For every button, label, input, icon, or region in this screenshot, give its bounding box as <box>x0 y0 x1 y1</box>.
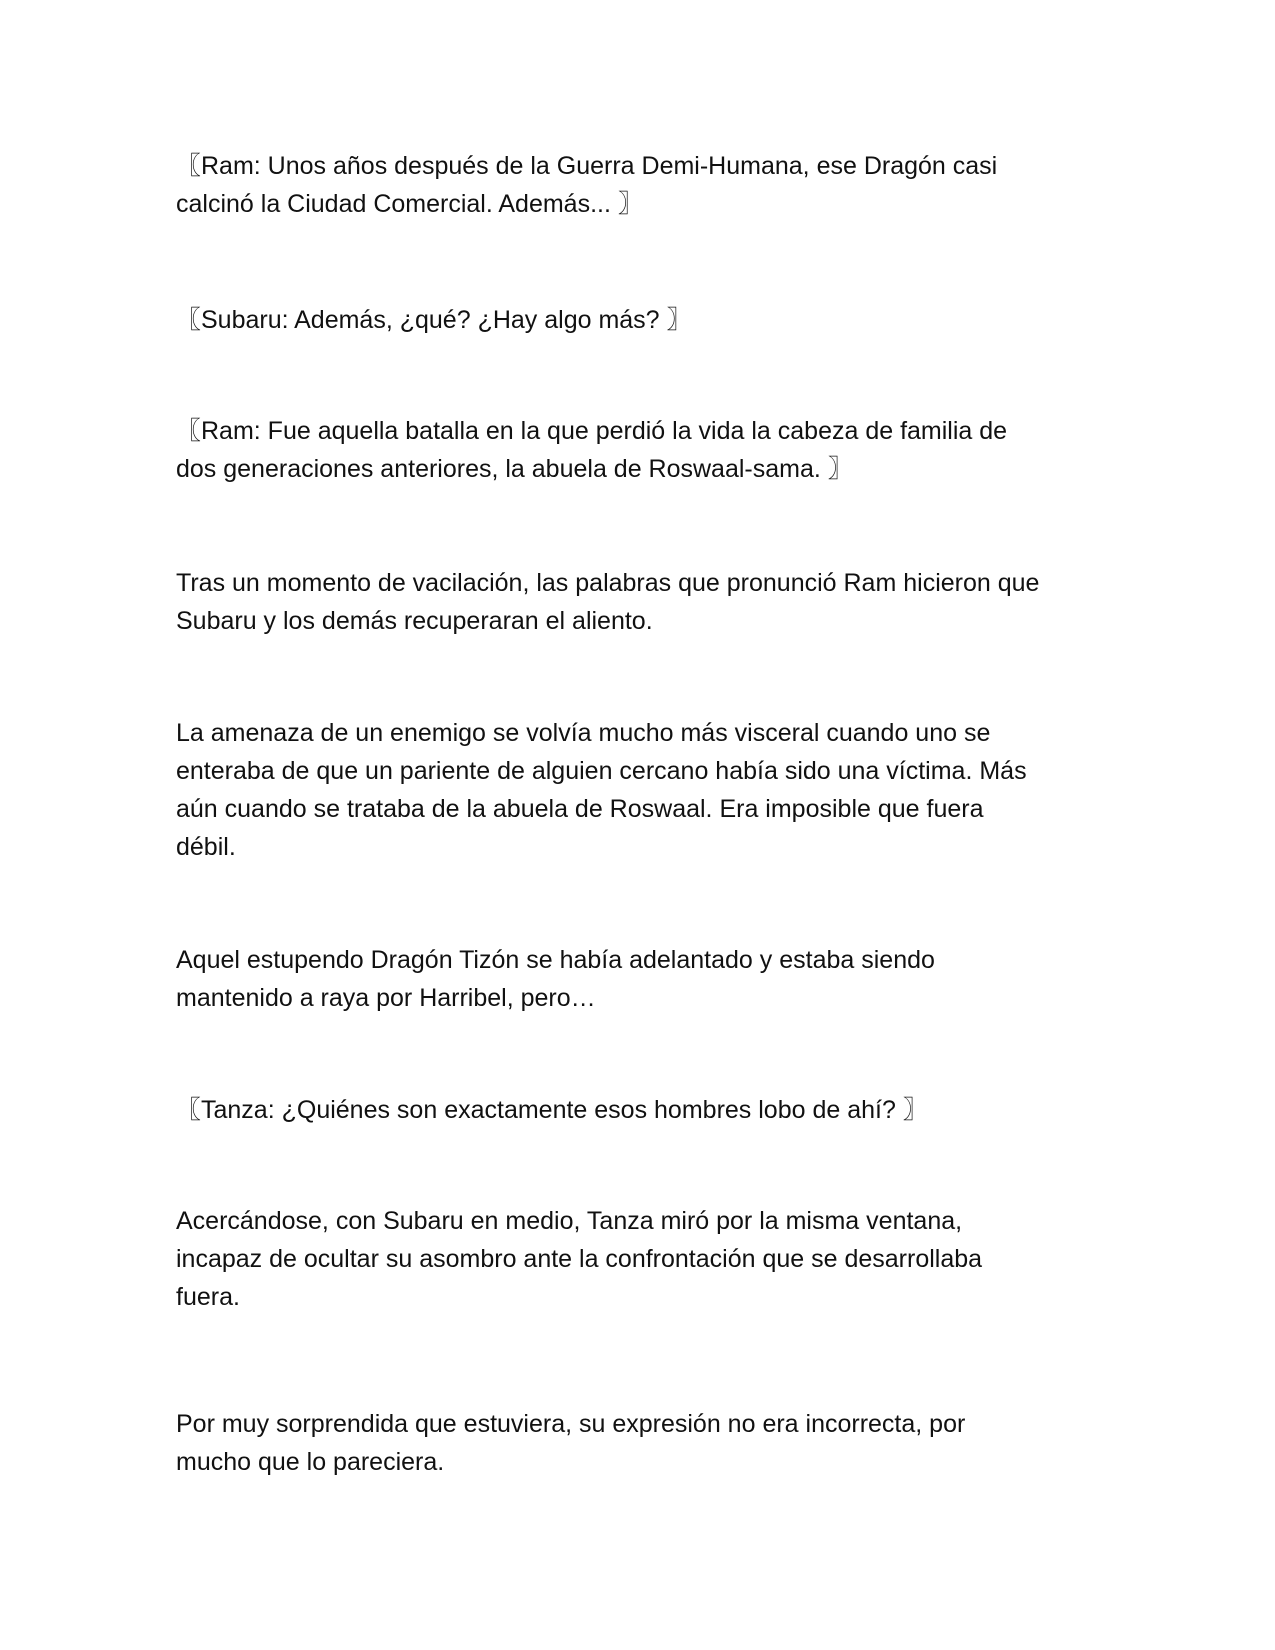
dialogue-subaru: 〖Subaru: Además, ¿qué? ¿Hay algo más? 〗 <box>176 306 692 334</box>
dialogue-ram-2: 〖Ram: Fue aquella batalla en la que perdió la vida la cabeza de familia de dos generaciones anteriores, la abuela de Roswaal-sama. 〗 <box>176 417 1008 483</box>
narration-paragraph-3: Aquel estupendo Dragón Tizón se había adelantado y estaba siendo mantenido a raya por Harribel, pero… <box>176 946 935 1012</box>
narration-paragraph-5: Por muy sorprendida que estuviera, su expresión no era incorrecta, por mucho que lo pareciera. <box>176 1410 966 1476</box>
dialogue-tanza: 〖Tanza: ¿Quiénes son exactamente esos hombres lobo de ahí? 〗 <box>176 1096 928 1124</box>
dialogue-ram-1: 〖Ram: Unos años después de la Guerra Demi-Humana, ese Dragón casi calcinó la Ciudad Comercial. Además... 〗 <box>176 152 998 218</box>
narration-paragraph-1: Tras un momento de vacilación, las palabras que pronunció Ram hicieron que Subaru y los demás recuperaran el aliento. <box>176 569 1040 635</box>
narration-paragraph-4: Acercándose, con Subaru en medio, Tanza miró por la misma ventana, incapaz de ocultar su asombro ante la confrontación que se desarrollaba fuera. <box>176 1207 983 1311</box>
narration-paragraph-2: La amenaza de un enemigo se volvía mucho más visceral cuando uno se enteraba de que un pariente de alguien cercano había sido una víctima. Más aún cuando se trataba de la abuela de Roswaal. Era imposible que fuera débil. <box>176 719 1027 861</box>
